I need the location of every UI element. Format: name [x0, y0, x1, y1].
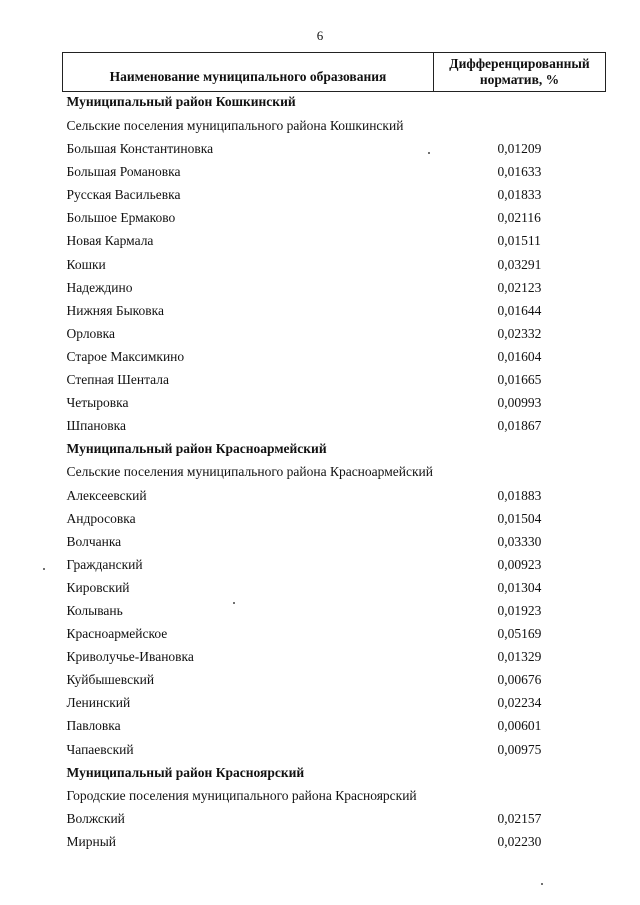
normative-value: 0,01644 [497, 302, 542, 318]
district-name: Муниципальный район Красноярский [66, 764, 305, 780]
district-heading-row [63, 92, 606, 115]
table-row [63, 276, 606, 299]
settlement-name: Кировский [66, 579, 130, 595]
scan-speck [428, 152, 430, 154]
normative-value: 0,00923 [497, 556, 542, 572]
settlement-name: Русская Васильевка [66, 187, 181, 203]
settlement-name: Павловка [66, 718, 121, 734]
page-number: 6 [316, 28, 324, 43]
table-row [63, 368, 606, 391]
normative-value: 0,01209 [497, 141, 542, 157]
table-row [63, 553, 606, 576]
table-row [63, 645, 606, 668]
normatives-table [62, 52, 606, 853]
table-row [63, 206, 606, 229]
settlement-name: Криволучье-Ивановка [66, 649, 194, 665]
normative-value: 0,00601 [497, 718, 542, 734]
table-row [63, 622, 606, 645]
settlement-name: Новая Кармала [66, 233, 154, 249]
normative-value: 0,02332 [497, 325, 542, 341]
normative-value [434, 784, 606, 807]
settlement-name: Надеждино [66, 279, 133, 295]
normative-value [434, 460, 606, 483]
normative-value [434, 761, 606, 784]
normative-value [434, 437, 606, 460]
table-row [63, 668, 606, 691]
table-row [63, 183, 606, 206]
table-row [63, 576, 606, 599]
table-row [63, 599, 606, 622]
table-row [63, 738, 606, 761]
normative-value: 0,01504 [497, 510, 542, 526]
table-row [63, 530, 606, 553]
settlement-name: Ленинский [66, 695, 131, 711]
normative-value: 0,00676 [497, 672, 542, 688]
table-row [63, 691, 606, 714]
table-row [63, 160, 606, 183]
table-header-row [63, 53, 606, 92]
normative-value: 0,02234 [497, 695, 542, 711]
normative-value: 0,01604 [497, 348, 542, 364]
table-row [63, 391, 606, 414]
settlement-name: Волчанка [66, 533, 122, 549]
scan-speck [43, 568, 45, 570]
normative-value: 0,01633 [497, 164, 542, 180]
district-name: Муниципальный район Красноармейский [66, 441, 327, 457]
normative-value: 0,01329 [497, 649, 542, 665]
settlement-name: Мирный [66, 833, 116, 849]
settlement-group-row [63, 114, 606, 137]
settlement-group-row [63, 460, 606, 483]
normative-value [434, 92, 606, 115]
settlement-group-name: Сельские поселения муниципального района Красноармейский [66, 464, 433, 480]
settlement-name: Нижняя Быковка [66, 302, 164, 318]
normative-value: 0,01867 [497, 418, 542, 434]
settlement-name: Волжский [66, 810, 125, 826]
normative-value [434, 114, 606, 137]
table-row [63, 137, 606, 160]
settlement-name: Шпановка [66, 418, 127, 434]
normative-value: 0,01923 [497, 602, 542, 618]
settlement-name: Алексеевский [66, 487, 147, 503]
normative-value: 0,00975 [497, 741, 542, 757]
settlement-name: Андросовка [66, 510, 136, 526]
settlement-group-row [63, 784, 606, 807]
normative-value: 0,01883 [497, 487, 542, 503]
normative-value: 0,02116 [497, 210, 541, 226]
normative-value: 0,05169 [497, 626, 542, 642]
table-row [63, 229, 606, 252]
settlement-name: Красноармейское [66, 626, 168, 642]
scan-speck [233, 602, 235, 604]
normative-value: 0,03291 [497, 256, 542, 272]
normative-value: 0,01665 [497, 372, 542, 388]
settlement-name: Кошки [66, 256, 106, 272]
normative-value: 0,00993 [497, 395, 542, 411]
normative-value: 0,02123 [497, 279, 542, 295]
header-municipality-name: Наименование муниципального образования [63, 53, 434, 92]
normative-value: 0,01833 [497, 187, 542, 203]
scan-speck [541, 883, 543, 885]
settlement-group-name: Городские поселения муниципального района Красноярский [66, 787, 417, 803]
settlement-name: Гражданский [66, 556, 143, 572]
table-row [63, 414, 606, 437]
table-row [63, 253, 606, 276]
settlement-name: Старое Максимкино [66, 348, 185, 364]
table-row [63, 299, 606, 322]
settlement-group-name: Сельские поселения муниципального района Кошкинский [66, 118, 404, 133]
normative-value: 0,01304 [497, 579, 542, 595]
district-heading-row [63, 437, 606, 460]
settlement-name: Большая Романовка [66, 164, 181, 180]
normative-value: 0,02157 [497, 810, 542, 826]
table-row [63, 345, 606, 368]
settlement-name: Куйбышевский [66, 672, 155, 688]
table-row [63, 322, 606, 345]
settlement-name: Степная Шентала [66, 372, 169, 388]
settlement-name: Четыровка [66, 395, 129, 411]
table-row [63, 507, 606, 530]
table-row [63, 830, 606, 853]
normative-value: 0,03330 [497, 533, 542, 549]
header-differentiated-normative: Дифференцированный норматив, % [434, 53, 606, 92]
settlement-name: Большое Ермаково [66, 210, 176, 226]
district-heading-row [63, 761, 606, 784]
normative-value: 0,02230 [497, 833, 542, 849]
table-row [63, 484, 606, 507]
district-name: Муниципальный район Кошкинский [66, 94, 296, 109]
table-body [63, 92, 606, 854]
normative-value: 0,01511 [497, 233, 541, 249]
settlement-name: Большая Константиновка [66, 141, 214, 157]
table-row [63, 807, 606, 830]
table-row [63, 714, 606, 737]
settlement-name: Чапаевский [66, 741, 134, 757]
settlement-name: Орловка [66, 325, 116, 341]
settlement-name: Колывань [66, 602, 123, 618]
